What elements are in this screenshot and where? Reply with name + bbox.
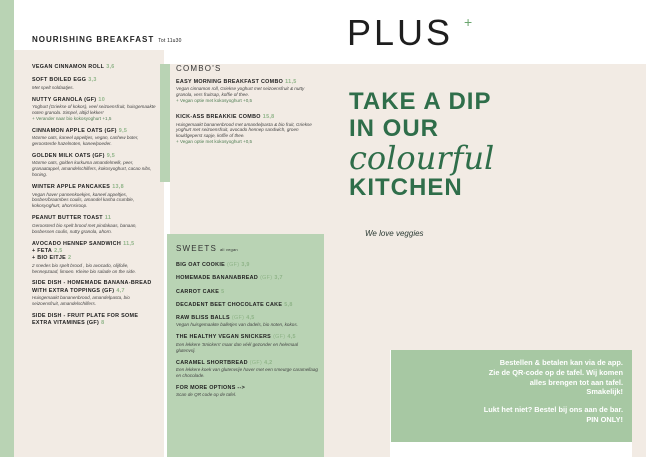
item-extra: + Verander naar bio kokosyoghurt +1,5 (32, 115, 112, 121)
item-description: Huisgemaakt bananenbrood, amandelpasta, bio seizoensfruit, amandelschilfers. (32, 295, 130, 307)
item-price: 11,5 (285, 79, 297, 85)
item-name: WINTER APPLE PANCAKES (32, 184, 111, 191)
item-price: 8 (101, 320, 105, 327)
item-gf: (GF) (249, 359, 263, 366)
combo-item (176, 114, 318, 145)
item-name: HOMEMADE BANANABREAD (176, 275, 259, 282)
item-price: 11 (104, 215, 112, 222)
spacer (391, 397, 623, 405)
breakfast-hours: Tot 11u30 (158, 38, 182, 44)
breakfast-list (32, 64, 156, 334)
plus-logo (347, 12, 473, 54)
item-name: + FETA (32, 247, 53, 254)
item-price: 5,8 (284, 301, 293, 308)
sweets-section (176, 244, 318, 404)
breakfast-title (32, 35, 182, 44)
sweet-item (176, 275, 318, 282)
item-price: 4,5 (246, 315, 255, 322)
tagline: We love veggies (365, 229, 424, 238)
combos-section (176, 64, 318, 151)
menu-item (32, 153, 156, 178)
item-description: Geroosterd bio spelt brood met pindakaas, banaan, bosbessen coulis, nutty granola, ahorn. (32, 222, 137, 234)
headline-line-1: TAKE A DIP (349, 88, 492, 115)
headline-line-3: colourful (349, 139, 495, 177)
order-line-1: Bestellen & betalen kan via de app. (499, 358, 623, 367)
item-name: BIG OAT COOKIE (176, 262, 226, 268)
item-description: Huisgemaakt bananenbrood met amandelpasta & bio fruit, Griekse yoghurt met seizoensfruit, avocado hennep sandwich, groen kouldgeperst sapje, koffie of thee. (176, 121, 312, 139)
item-name: NUTTY GRANOLA (GF) (32, 96, 97, 103)
item-extra: + Vegan optie met kokosyoghurt +0,5 (176, 139, 253, 145)
order-line-5: Lukt het niet? Bestel bij ons aan de bar. (483, 405, 623, 415)
item-name: PEANUT BUTTER TOAST (32, 215, 103, 222)
item-name: CARROT CAKE (176, 288, 220, 295)
logo-text: PLUS (347, 12, 454, 53)
item-description: Yoghurt (Griekse of kokos), veel seizoensfruit, huisgemaakte noten granola. Simpel, altijd lekker! (32, 103, 156, 115)
item-description: Warme oats, golden kurkuma amandelmelk, peer, granaatappel, amandelschilfers, kokosyoghurt, cacao nibs, honing. (32, 160, 152, 178)
item-gf: (GF) (260, 275, 273, 282)
item-name: CARAMEL SHORTBREAD (176, 359, 248, 366)
headline (349, 88, 494, 201)
item-name: SOFT BOILED EGG (32, 77, 87, 84)
menu-item (32, 97, 156, 122)
combo-item (176, 79, 318, 104)
item-description: Met spelt soldaatjes. (32, 84, 74, 90)
menu-item (32, 77, 156, 90)
item-price: 11,5 (123, 240, 135, 247)
sweet-item (176, 385, 318, 398)
sweet-item (176, 262, 318, 269)
item-description: Vegan cinnamon roll, Griekse yoghurt met seizoensfruit & nutty granola, vers fruitsap, koffie of thee. (176, 86, 305, 98)
item-description: Een lekkere 'Snickers' maar dan véél gezonder en helemaal glutenvrij. (176, 341, 299, 353)
item-name: AVOCADO HENNEP SANDWICH (32, 240, 122, 247)
combos-title: COMBO'S (176, 64, 222, 73)
order-line-2: Zie de QR-code op de tafel. Wij komen (488, 367, 623, 377)
sweet-item (176, 334, 318, 353)
right-beige-panel-3 (632, 350, 646, 457)
breakfast-panel-green-edge (160, 64, 170, 182)
item-price: 3,7 (274, 275, 283, 282)
headline-line-4: KITCHEN (349, 174, 463, 201)
order-line-3: alles brengen tot aan tafel. (529, 377, 623, 387)
item-price: 4,5 (287, 334, 296, 341)
item-price: 9,5 (106, 153, 116, 159)
item-name: GOLDEN MILK OATS (GF) (32, 153, 105, 159)
sweets-title (176, 244, 318, 253)
item-price: 13,8 (112, 184, 124, 191)
item-price: 4,7 (116, 287, 125, 294)
plus-icon: + (464, 14, 473, 30)
menu-item (32, 184, 156, 209)
item-name: EASY MORNING BREAKFAST COMBO (176, 79, 284, 85)
item-price: 4,2 (264, 359, 273, 366)
item-extra: + Vegan optie met kokosyoghurt +0,5 (176, 98, 253, 104)
item-name: CINNAMON APPLE OATS (GF) (32, 127, 117, 134)
sweet-item (176, 360, 318, 379)
item-price: 3,3 (88, 77, 97, 84)
item-name: THE HEALTHY VEGAN SNICKERS (176, 334, 272, 341)
item-price: 2 (68, 255, 72, 262)
sweet-item (176, 289, 318, 296)
item-price: 10 (98, 96, 106, 103)
item-price: 3,9 (241, 262, 250, 268)
item-name: KICK-ASS BREAKKIE COMBO (176, 114, 261, 121)
item-name: SIDE DISH - HOMEMADE BANANA-BREAD WITH EXTRA TOPPINGS (GF) (32, 280, 152, 294)
order-line-6: PIN ONLY! (586, 414, 623, 424)
menu-item (32, 64, 156, 71)
item-price: 2,5 (54, 247, 63, 254)
headline-line-2: IN OUR (349, 115, 439, 142)
item-description: Vegan huisgemaakte balletjes van dadels, bio noten, kokos. (176, 322, 298, 328)
item-description: Scan de QR code op de tafel. (176, 392, 237, 398)
item-description: Een lekkere koek van glutenvrije haver met een smeuïge caramellaag en chocolade. (176, 366, 318, 378)
item-price: 9,5 (118, 127, 128, 134)
item-gf: (GF) (231, 315, 245, 322)
sweets-title-text: SWEETS (176, 244, 217, 253)
item-name: VEGAN CINNAMON ROLL (32, 64, 105, 70)
item-gf: (GF) (273, 334, 286, 341)
item-name: FOR MORE OPTIONS --> (176, 384, 246, 391)
item-price: 3,6 (106, 64, 115, 70)
item-name: + BIO EITJE (32, 255, 67, 262)
sweet-item (176, 315, 318, 328)
menu-item (32, 128, 156, 147)
menu-item (32, 241, 156, 275)
sweet-item (176, 302, 318, 309)
breakfast-title-text: NOURISHING BREAKFAST (32, 35, 155, 44)
menu-item (32, 313, 156, 328)
sweets-subtitle: all vegan (219, 247, 238, 252)
menu-item (32, 215, 156, 234)
item-description: Vegan haver pannenkoekjes, kaneel appeltjes, bosbes/braambes coulis, amandel kasha crumble, kokosyoghurt, ahornsiroop. (32, 191, 135, 209)
item-description: 2 snedes bio spelt brood , bio avocado, olijfolie, hennepzaad, limoen. Kleine bio salade on the side. (32, 262, 136, 274)
order-line-4: Smakelijk! (586, 387, 623, 397)
item-name: SIDE DISH - FRUIT PLATE FOR SOME EXTRA VITAMINES (GF) (32, 313, 139, 327)
item-gf: (GF) (227, 262, 240, 268)
item-price: 15,8 (262, 114, 275, 121)
item-description: Warme oats, kaneel appeltjes, vegan, cashew boter, geroosterde hazelnoten, kaneelpoeder. (32, 135, 139, 147)
item-name: DECADENT BEET CHOCOLATE CAKE (176, 301, 283, 308)
menu-item (32, 280, 156, 307)
order-info-box (391, 350, 632, 442)
item-name: RAW BLISS BALLS (176, 315, 230, 322)
left-green-strip (0, 0, 14, 457)
item-price: 5 (221, 288, 225, 295)
